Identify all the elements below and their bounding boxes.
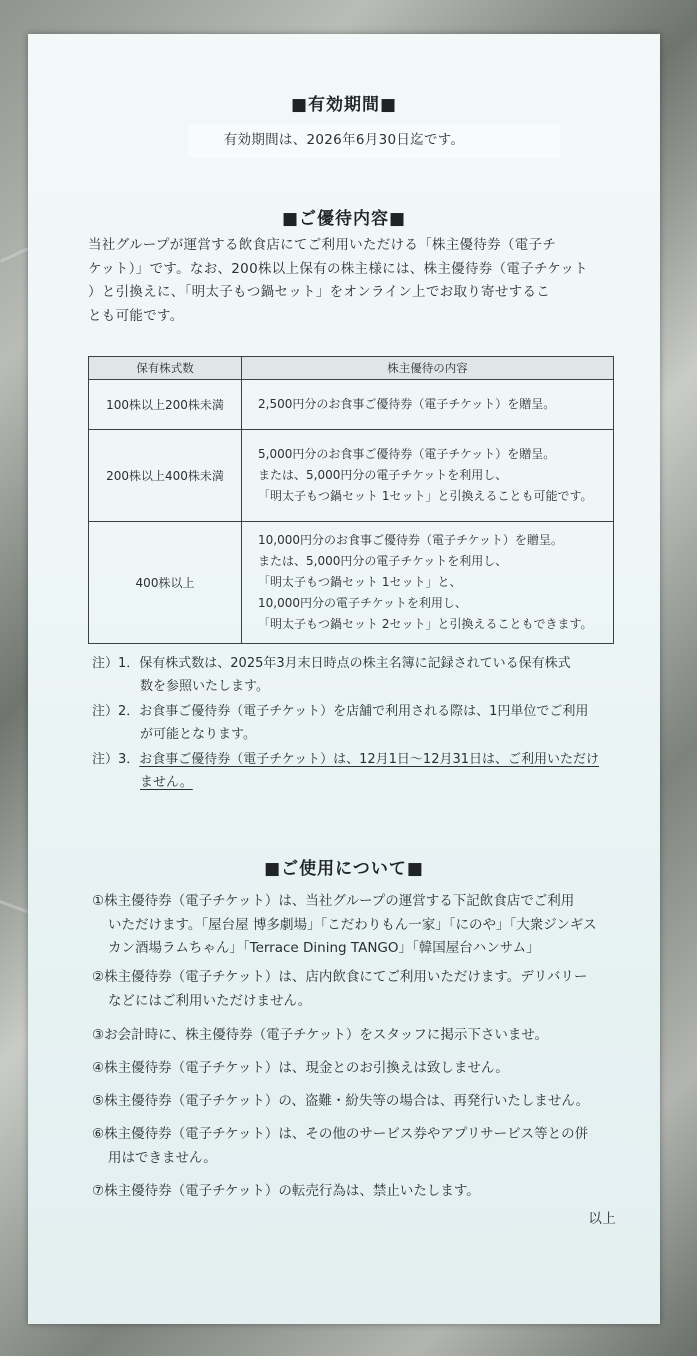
usage-line: ③お会計時に、株主優待券（電子チケット）をスタッフに掲示下さいませ。 (92, 1027, 548, 1043)
validity-heading: ■有効期間■ (290, 95, 398, 115)
content-line: 「明太子もつ鍋セット 1セット」と、 (258, 575, 462, 589)
content-line: または、5,000円分の電子チケットを利用し、 (258, 554, 508, 568)
usage-heading: ■ご使用について■ (264, 859, 424, 879)
shares-cell: 200株以上400株未満 (89, 430, 242, 522)
shares-cell: 400株以上 (89, 522, 242, 644)
usage-item-1 (92, 890, 632, 961)
usage-line: などにはご利用いただけません。 (108, 992, 312, 1009)
note-line: お食事ご優待券（電子チケット）は、12月1日〜12月31日は、ご利用いただけ (139, 752, 600, 767)
content-cell (242, 380, 614, 430)
content-line: 10,000円分のお食事ご優待券（電子チケット）を贈呈。 (258, 533, 563, 547)
note-line: 数を参照いたします。 (140, 679, 269, 694)
content-line: 5,000円分のお食事ご優待券（電子チケット）を贈呈。 (258, 447, 556, 461)
intro-line: とも可能です。 (88, 307, 184, 324)
document-sheet (28, 34, 660, 1324)
content-line: または、5,000円分の電子チケットを利用し、 (258, 468, 508, 482)
table-row (89, 380, 614, 430)
usage-item-5 (92, 1090, 632, 1114)
usage-item-6 (92, 1123, 632, 1170)
note-line: ません。 (140, 775, 193, 790)
column-header-content: 株主優待の内容 (242, 357, 614, 380)
benefits-heading: ■ご優待内容■ (281, 209, 407, 229)
content-line: 10,000円分の電子チケットを利用し、 (258, 596, 467, 610)
usage-item-3 (92, 1024, 632, 1048)
table-row (89, 430, 614, 522)
note-line: 保有株式数は、2025年3月末日時点の株主名簿に記録されている保有株式 (139, 656, 571, 671)
usage-item-2 (92, 966, 632, 1013)
content-line: 「明太子もつ鍋セット 1セット」と引換えることも可能です。 (258, 489, 593, 503)
note-line: お食事ご優待券（電子チケット）を店舗で利用される際は、1円単位でご利用 (139, 704, 589, 719)
usage-item-7 (92, 1180, 632, 1204)
content-cell (242, 522, 614, 644)
column-header-shares: 保有株式数 (89, 357, 242, 380)
usage-line: ⑥株主優待券（電子チケット）は、その他のサービス券やアプリサービス等との併 (92, 1126, 589, 1142)
usage-item-4 (92, 1057, 632, 1081)
note-3 (92, 748, 599, 794)
note-line: が可能となります。 (140, 727, 256, 742)
intro-line: 当社グループが運営する飲食店にてご利用いただける「株主優待券（電子チ (88, 237, 557, 253)
content-cell (242, 430, 614, 522)
note-2 (92, 700, 588, 746)
intro-line: ケット）」です。なお、200株以上保有の株主様には、株主優待券（電子チケット (88, 260, 588, 277)
closing-text: 以上 (588, 1211, 616, 1227)
validity-text: 有効期間は、2026年6月30日迄です。 (223, 132, 465, 148)
table-row (89, 522, 614, 644)
shares-cell: 100株以上200株未満 (89, 380, 242, 430)
note-prefix: 注）3． (92, 752, 140, 767)
intro-line: ）と引換えに、「明太子もつ鍋セット」をオンライン上でお取り寄せするこ (88, 284, 551, 300)
usage-line: カン酒場ラムちゃん」「Terrace Dining TANGO」「韓国屋台ハンサム」 (108, 940, 540, 956)
note-1 (92, 652, 571, 698)
usage-line: ④株主優待券（電子チケット）は、現金とのお引換えは致しません。 (92, 1060, 509, 1076)
usage-line: 用はできません。 (108, 1149, 217, 1166)
usage-line: ⑦株主優待券（電子チケット）の転売行為は、禁止いたします。 (92, 1183, 480, 1199)
benefits-table (88, 356, 614, 644)
usage-line: ①株主優待券（電子チケット）は、当社グループの運営する下記飲食店でご利用 (92, 893, 575, 909)
usage-line: いただけます。「屋台屋 博多劇場」「こだわりもん一家」「にのや」「大衆ジンギス (108, 916, 597, 933)
note-prefix: 注）2． (92, 704, 140, 719)
content-line: 2,500円分のお食事ご優待券（電子チケット）を贈呈。 (258, 397, 556, 411)
benefits-intro (88, 234, 628, 328)
usage-line: ⑤株主優待券（電子チケット）の、盗難・紛失等の場合は、再発行いたしません。 (92, 1093, 590, 1109)
note-prefix: 注）1． (92, 656, 140, 671)
content-line: 「明太子もつ鍋セット 2セット」と引換えることもできます。 (258, 617, 593, 631)
table-header-row (89, 357, 614, 380)
usage-line: ②株主優待券（電子チケット）は、店内飲食にてご利用いただけます。デリバリー (92, 969, 588, 985)
